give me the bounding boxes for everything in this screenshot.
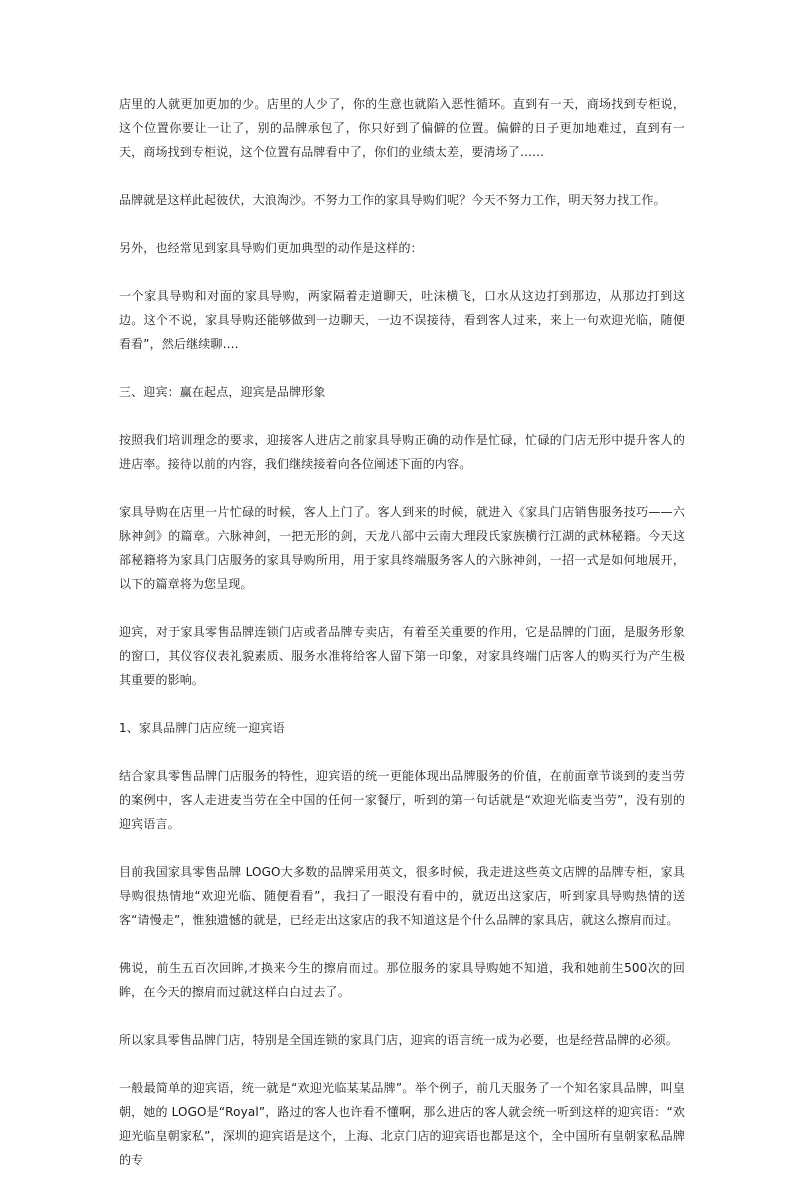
paragraph: 品牌就是这样此起彼伏，大浪淘沙。不努力工作的家具导购们呢？今天不努力工作，明天努力找工作。 <box>119 193 666 207</box>
document-body <box>119 92 685 1196</box>
paragraph: 一个家具导购和对面的家具导购，两家隔着走道聊天，吐沫横飞，口水从这边打到那边，从那边打到这边。这个不说，家具导购还能够做到一边聊天，一边不误接待，看到客人过来，来上一句欢迎光临，随便看看”，然后继续聊…. <box>119 289 685 351</box>
paragraph: 结合家具零售品牌门店服务的特性，迎宾语的统一更能体现出品牌服务的价值，在前面章节谈到的麦当劳的案例中，客人走进麦当劳在全中国的任何一家餐厅，听到的第一句话就是“欢迎光临麦当劳”，没有别的迎宾语言。 <box>119 769 685 831</box>
paragraph: 家具导购在店里一片忙碌的时候，客人上门了。客人到来的时候，就进入《家具门店销售服务技巧——六脉神剑》的篇章。六脉神剑，一把无形的剑，天龙八部中云南大理段氏家族横行江湖的武林秘籍。今天这部秘籍将为家具门店服务的家具导购所用，用于家具终端服务客人的六脉神剑，一招一式是如何地展开，以下的篇章将为您呈现。 <box>119 505 685 591</box>
section-heading: 三、迎宾：赢在起点，迎宾是品牌形象 <box>119 385 326 399</box>
subsection-heading: 1、家具品牌门店应统一迎宾语 <box>119 721 285 735</box>
paragraph: 按照我们培训理念的要求，迎接客人进店之前家具导购正确的动作是忙碌，忙碌的门店无形中提升客人的进店率。接待以前的内容，我们继续接着向各位阐述下面的内容。 <box>119 433 685 471</box>
paragraph: 佛说，前生五百次回眸,才换来今生的擦肩而过。那位服务的家具导购她不知道，我和她前生500次的回眸，在今天的擦肩而过就这样白白过去了。 <box>119 961 685 999</box>
paragraph: 一般最简单的迎宾语，统一就是“欢迎光临某某品牌”。举个例子，前几天服务了一个知名家具品牌，叫皇朝，她的 LOGO是“Royal”，路过的客人也许看不懂啊，那么进店的客人就会统一听到这样的迎宾语：“欢迎光临皇朝家私”，深圳的迎宾语是这个，上海、北京门店的迎宾语也都是这个，全中国所有皇朝家私品牌的专 <box>119 1081 685 1167</box>
paragraph: 目前我国家具零售品牌 LOGO大多数的品牌采用英文，很多时候，我走进这些英文店牌的品牌专柜，家具导购很热情地“欢迎光临、随便看看”，我扫了一眼没有看中的，就迈出这家店，听到家具导购热情的送客“请慢走”，惟独遗憾的就是，已经走出这家店的我不知道这是个什么品牌的家具店，就这么擦肩而过。 <box>119 865 685 927</box>
paragraph: 另外，也经常见到家具导购们更加典型的动作是这样的： <box>119 241 423 255</box>
paragraph: 店里的人就更加更加的少。店里的人少了，你的生意也就陷入恶性循环。直到有一天，商场找到专柜说，这个位置你要让一让了，别的品牌承包了，你只好到了偏僻的位置。偏僻的日子更加地难过，直到有一天，商场找到专柜说，这个位置有品牌看中了，你们的业绩太差，要清场了…… <box>119 97 685 159</box>
paragraph: 所以家具零售品牌门店，特别是全国连锁的家具门店，迎宾的语言统一成为必要，也是经营品牌的必须。 <box>119 1033 678 1047</box>
paragraph: 迎宾，对于家具零售品牌连锁门店或者品牌专卖店，有着至关重要的作用，它是品牌的门面，是服务形象的窗口，其仪容仪表礼貌素质、服务水准将给客人留下第一印象，对家具终端门店客人的购买行为产生极其重要的影响。 <box>119 625 685 687</box>
